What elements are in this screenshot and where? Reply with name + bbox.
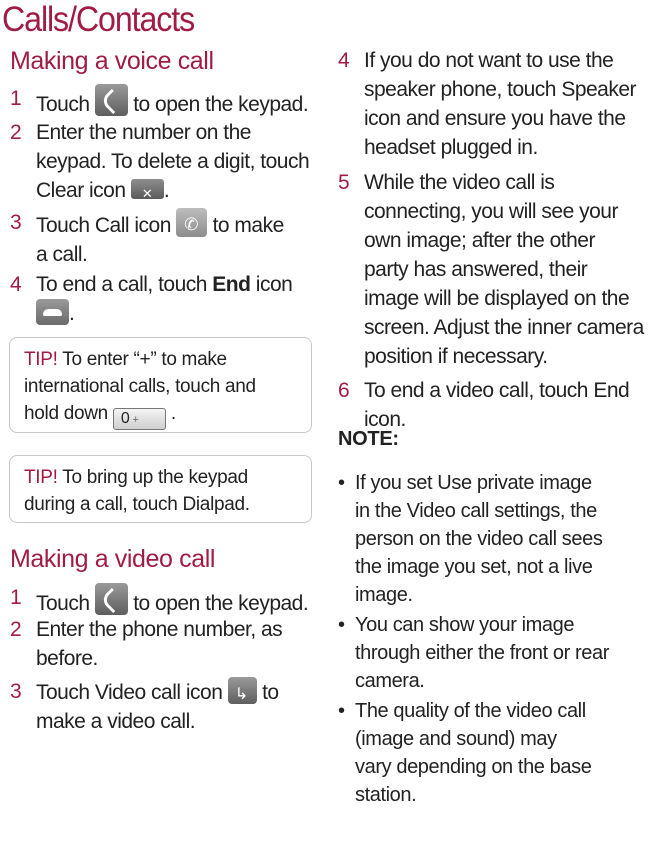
step-number: 3	[10, 211, 22, 234]
voice-step-4: 4 To end a call, touch End icon .	[36, 270, 292, 328]
video-step-3: 3 Touch Video call icon ↳ to make a video call.	[36, 677, 279, 736]
step-number: 1	[10, 586, 22, 609]
clear-icon	[131, 179, 164, 199]
bullet-dot: •	[338, 472, 345, 494]
step-number: 2	[10, 121, 22, 144]
tip-label: TIP!	[24, 467, 58, 488]
phone-keypad-icon	[95, 583, 128, 615]
step-number: 4	[338, 49, 350, 72]
step-number: 2	[10, 618, 22, 641]
video-step-6: 6 To end a video call, touch End icon.	[364, 376, 629, 434]
video-step-5: 5 While the video call is connecting, you will see your own image; after the other party has answered, their image will be displayed on the screen. Adjust the inner camera position if necessary.	[364, 168, 644, 371]
bullet-dot: •	[338, 700, 345, 722]
tip-box-dialpad: TIP! To bring up the keypad during a call, touch Dialpad.	[9, 455, 312, 523]
video-step-1: 1 Touch to open the keypad.	[36, 583, 308, 618]
phone-keypad-icon	[95, 84, 128, 116]
video-call-heading: Making a video call	[10, 545, 216, 573]
note-bullet-private-image: • If you set Use private image in the Video call settings, the person on the video call sees the image you set, not a live image.	[355, 469, 602, 609]
voice-step-1: 1 Touch to open the keypad.	[36, 84, 308, 119]
zero-plus-key-icon: 0 +	[113, 408, 166, 430]
note-heading: NOTE:	[338, 428, 399, 450]
step-number: 5	[338, 171, 350, 194]
step-number: 1	[10, 87, 22, 110]
tip-box-international: TIP! To enter “+” to make international calls, touch and hold down 0 + .	[9, 337, 312, 433]
tip-label: TIP!	[24, 349, 58, 370]
video-step-2: 2 Enter the phone number, as before.	[36, 615, 282, 673]
note-bullet-quality: • The quality of the video call (image and sound) may vary depending on the base station.	[355, 697, 591, 809]
voice-step-2: 2 Enter the number on the keypad. To delete a digit, touch Clear icon ✕.	[36, 118, 309, 205]
end-call-icon	[36, 299, 69, 325]
page-title: Calls/Contacts	[2, 0, 195, 39]
voice-call-heading: Making a voice call	[10, 47, 214, 75]
voice-step-3: 3 Touch Call icon ✆ to make a call.	[36, 208, 284, 269]
bullet-dot: •	[338, 614, 345, 636]
video-call-icon	[228, 677, 257, 704]
video-step-4: 4 If you do not want to use the speaker phone, touch Speaker icon and ensure you have the headset plugged in.	[364, 46, 636, 162]
step-number: 4	[10, 273, 22, 296]
step-number: 6	[338, 379, 350, 402]
step-number: 3	[10, 680, 22, 703]
note-bullet-camera: • You can show your image through either the front or rear camera.	[355, 611, 609, 695]
call-icon	[176, 208, 207, 237]
